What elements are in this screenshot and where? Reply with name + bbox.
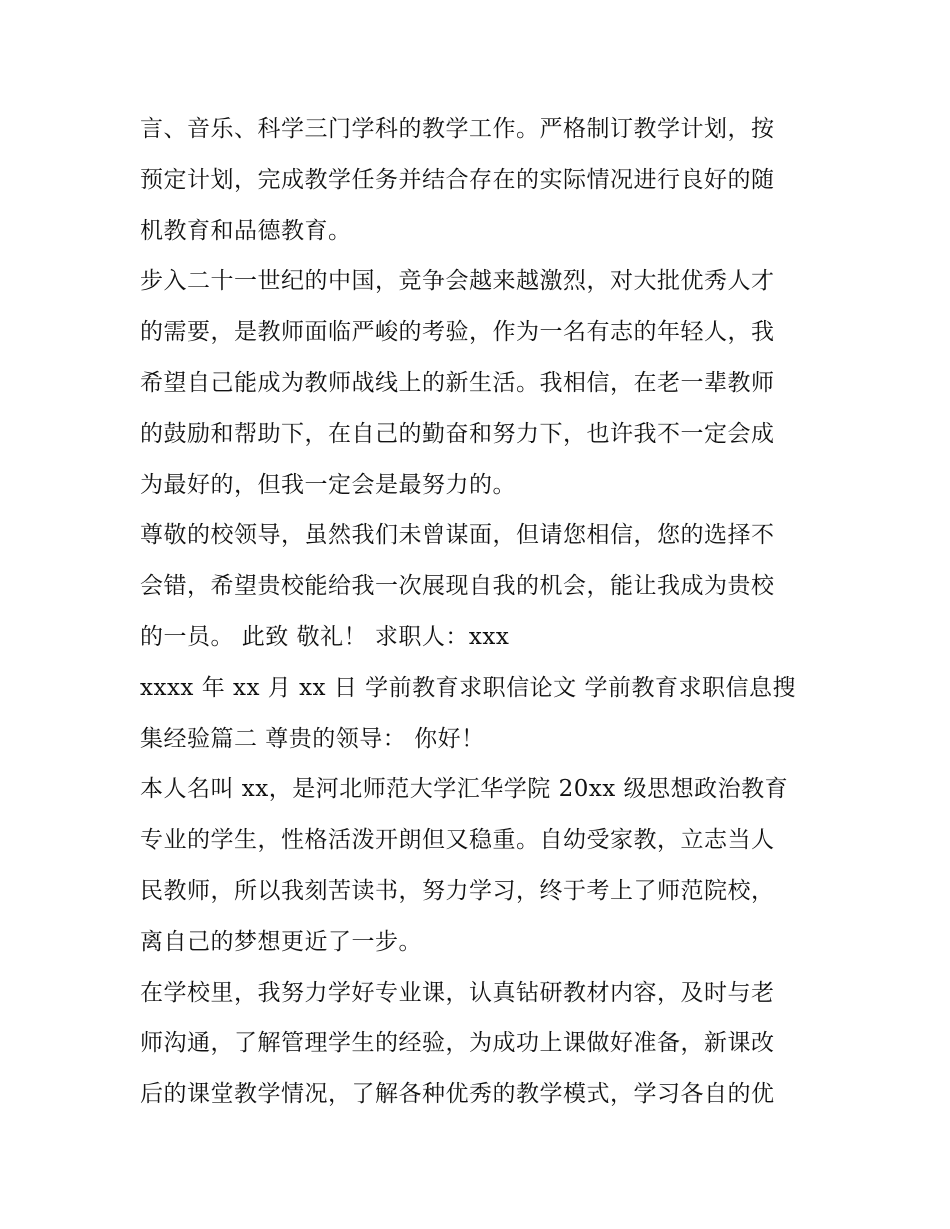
text-line: 本人名叫 xx，是河北师范大学汇华学院 20xx 级思想政治教育 [140, 776, 789, 803]
text-line: 的需要，是教师面临严峻的考验，作为一名有志的年轻人，我 [140, 319, 775, 346]
text-line: 后的课堂教学情况，了解各种优秀的教学模式，学习各自的优 [140, 1081, 775, 1108]
text-line: 希望自己能成为教师战线上的新生活。我相信，在老一辈教师 [140, 369, 775, 396]
body-text [140, 104, 820, 1120]
text-line: 的鼓励和帮助下，在自己的勤奋和努力下，也许我不一定会成 [140, 420, 775, 447]
text-line: 的一员。 此致 敬礼！ 求职人：xxx [140, 623, 510, 650]
text-line: 为最好的，但我一定会是最努力的。 [140, 471, 516, 498]
text-line: 师沟通，了解管理学生的经验，为成功上课做好准备，新课改 [140, 1030, 775, 1057]
text-line: 离自己的梦想更近了一步。 [140, 928, 422, 955]
text-line: 预定计划，完成教学任务并结合存在的实际情况进行良好的随 [140, 166, 775, 193]
text-line: 会错，希望贵校能给我一次展现自我的机会，能让我成为贵校 [140, 573, 775, 600]
text-line: 在学校里，我努力学好专业课，认真钻研教材内容，及时与老 [140, 979, 775, 1006]
text-line: 尊敬的校领导，虽然我们未曾谋面，但请您相信，您的选择不 [140, 522, 775, 549]
text-line: xxxx 年 xx 月 xx 日 学前教育求职信论文 学前教育求职信息搜 [140, 674, 796, 701]
text-line: 机教育和品德教育。 [140, 217, 352, 244]
text-line: 言、音乐、科学三门学科的教学工作。严格制订教学计划，按 [140, 116, 775, 142]
text-line: 民教师，所以我刻苦读书，努力学习，终于考上了师范院校， [140, 877, 775, 904]
text-line: 集经验篇二 尊贵的领导： 你好！ [140, 725, 485, 752]
text-line: 专业的学生，性格活泼开朗但又稳重。自幼受家教，立志当人 [140, 827, 775, 854]
text-line: 步入二十一世纪的中国，竞争会越来越激烈，对大批优秀人才 [140, 268, 775, 295]
